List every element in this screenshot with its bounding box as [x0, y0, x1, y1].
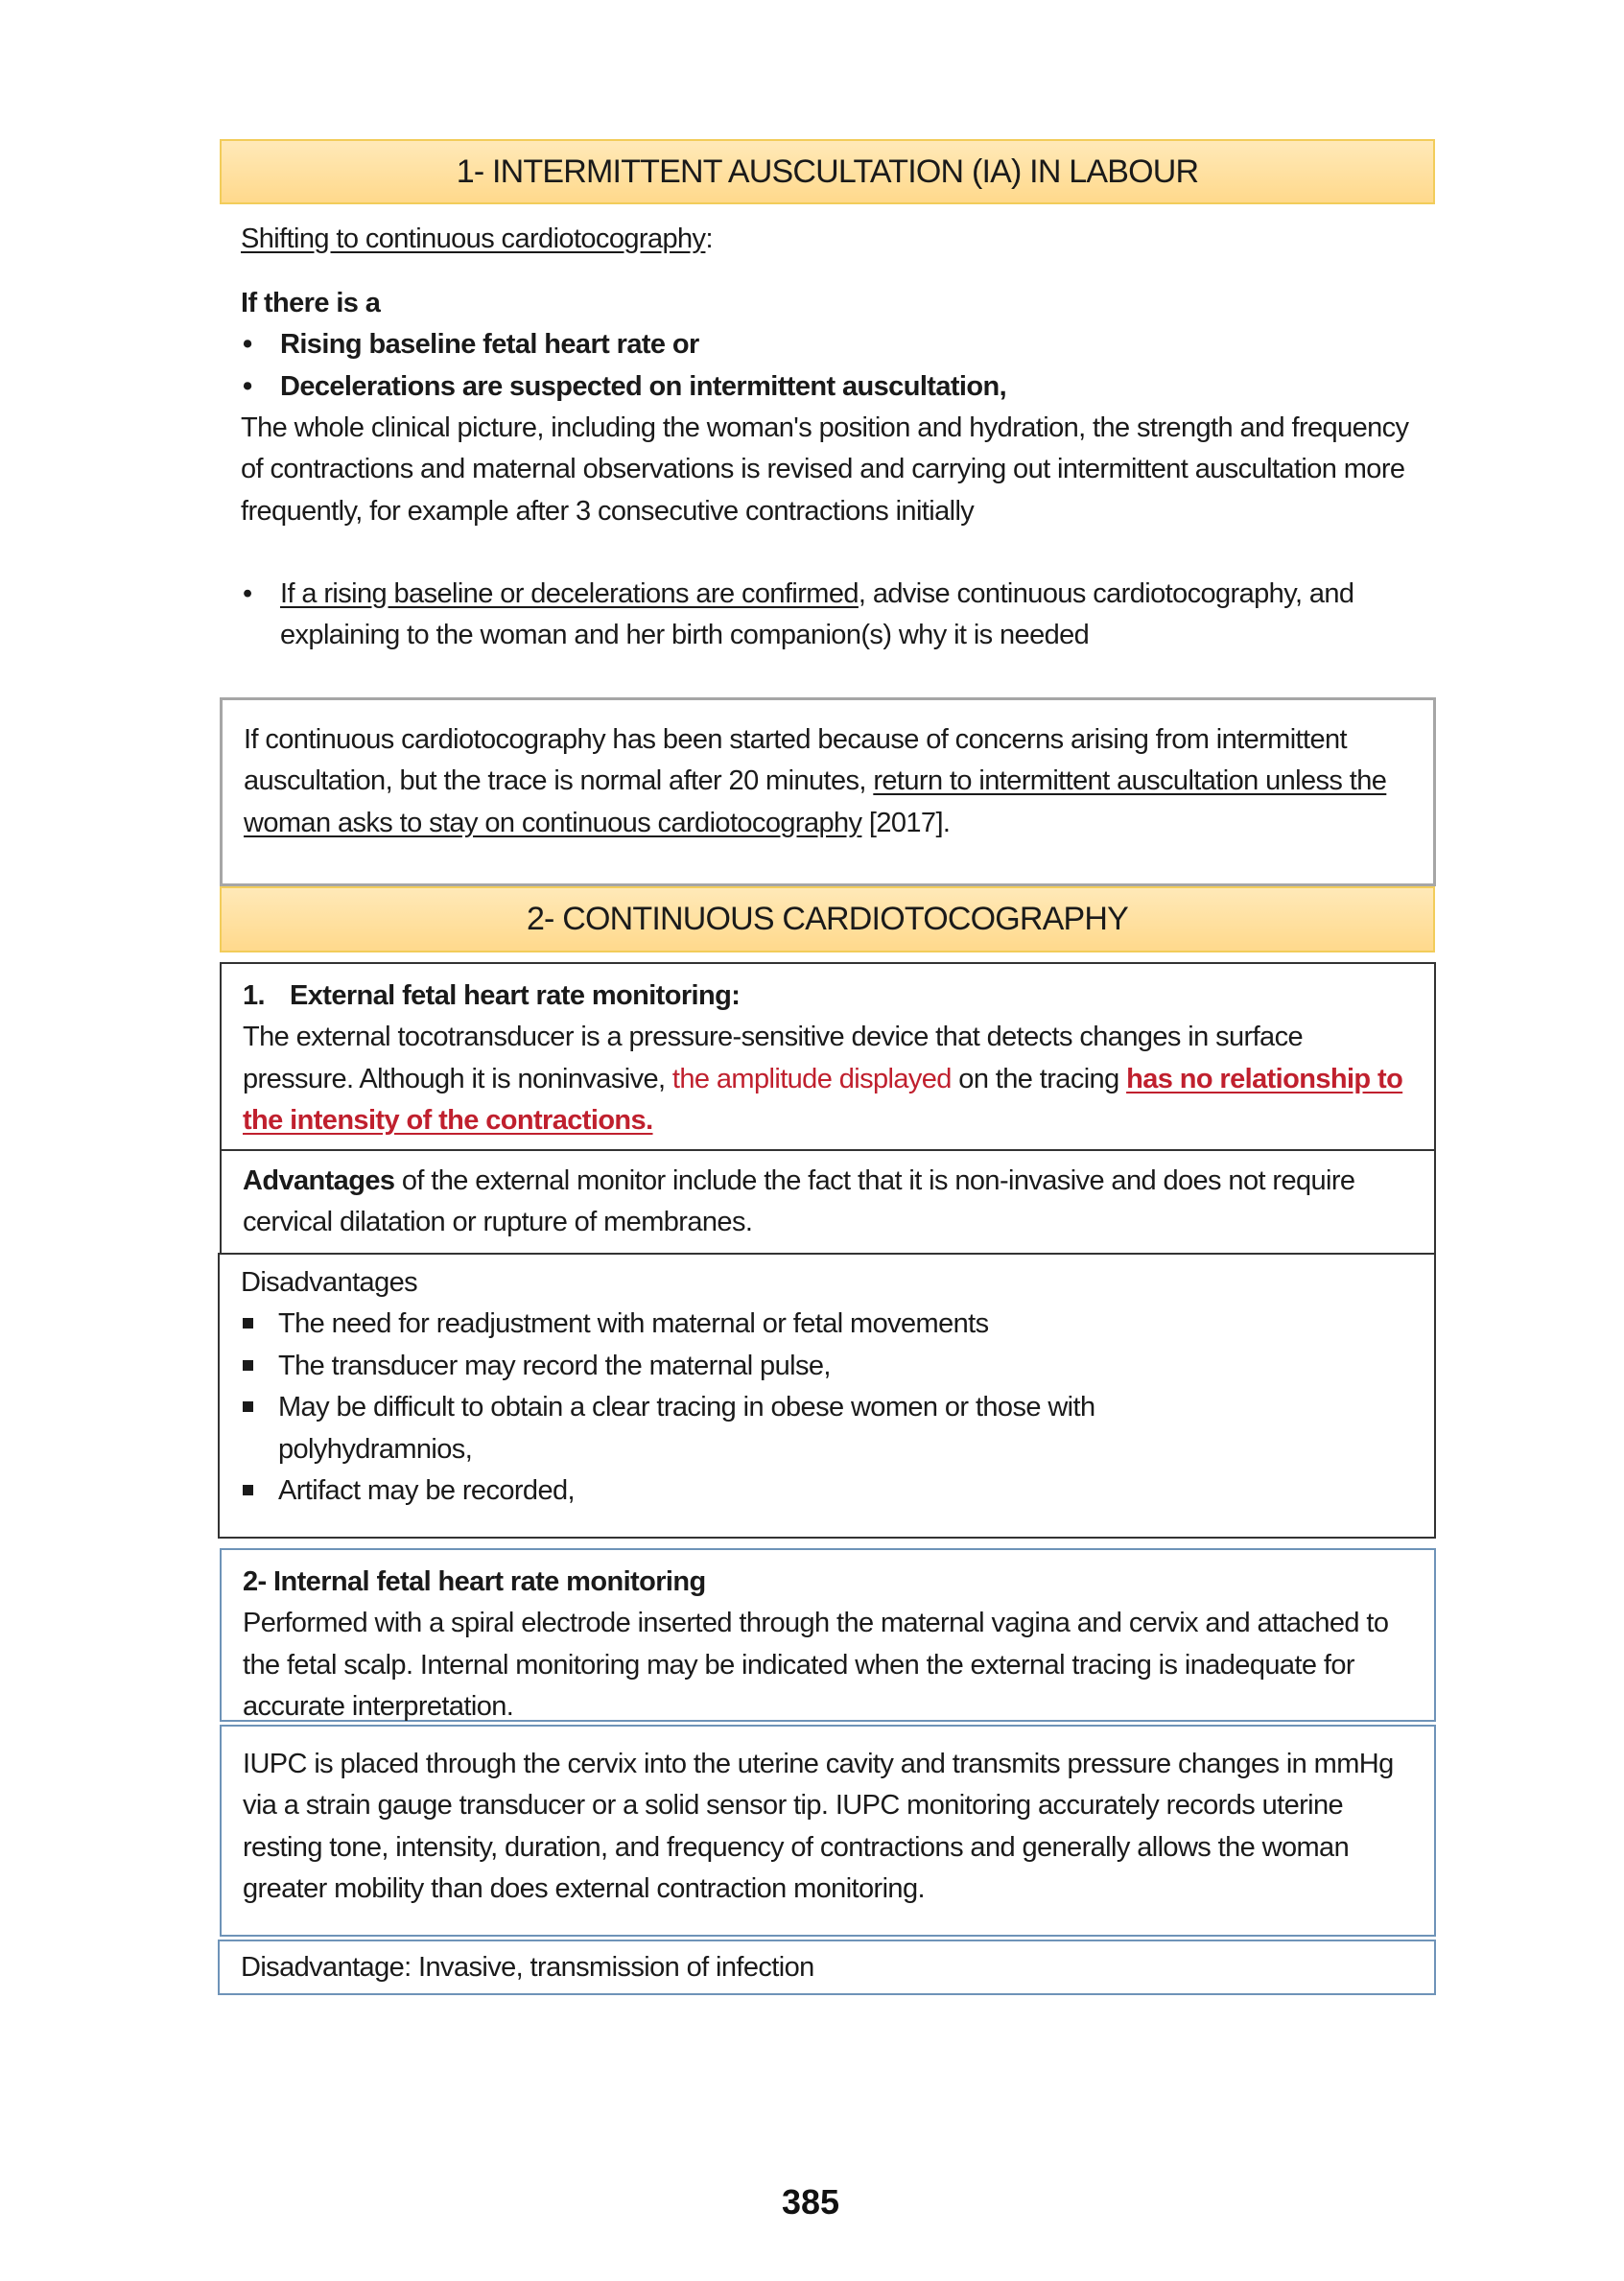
conditions-list: [241, 324, 1421, 408]
no-relationship-emphasis: has no relationship to the intensity of the contractions.: [243, 1063, 1403, 1137]
confirmed-bullet: [241, 574, 1421, 657]
external-monitoring-text: The external tocotransducer is a pressure-sensitive device that detects changes in surface pressure. Although it is noninvasive, the amplitude displayed on the tracing has no relationship to the intensity of the contractions.: [243, 1022, 1403, 1137]
condition-item: • Rising baseline fetal heart rate or: [241, 324, 1421, 365]
iupc-box: [220, 1725, 1436, 1937]
amplitude-emphasis: the amplitude displayed: [671, 1063, 952, 1094]
conditions-intro: If there is a: [241, 288, 381, 318]
disadvantage-item: The need for readjustment with maternal or fetal movements: [241, 1304, 1415, 1345]
advantages-text: of the external monitor include the fact that it is non-invasive and does not require cervical dilatation or rupture of membranes.: [243, 1165, 1355, 1238]
confirmed-bullet-rest: , advise continuous cardiotocography, and explaining to the woman and her birth companion(s) why it is needed: [280, 578, 1354, 651]
confirmed-bullet-underlined: If a rising baseline or decelerations are confirmed: [280, 578, 859, 609]
disadvantages-label: Disadvantages: [241, 1267, 418, 1298]
subheading-text: Shifting to continuous cardiotocography: [241, 223, 706, 254]
disadvantage-item: Artifact may be recorded,: [241, 1470, 1415, 1512]
external-monitoring-box: [220, 962, 1436, 1151]
advantages-label: Advantages: [243, 1165, 395, 1196]
condition-item: • Decelerations are suspected on intermittent auscultation,: [241, 366, 1421, 408]
note-underlined: return to intermittent auscultation unless the woman asks to stay on continuous cardiotocography: [244, 765, 1387, 838]
internal-monitoring-text: Performed with a spiral electrode inserted through the maternal vagina and cervix and attached to the fetal scalp. Internal monitoring may be indicated when the external tracing is inadequate for accurate interpretation.: [243, 1608, 1389, 1723]
confirmed-bullet-block: [241, 574, 1421, 657]
section-2-header: [220, 886, 1435, 952]
clinical-picture-paragraph: The whole clinical picture, including the woman's position and hydration, the strength and frequency of contractions and maternal observations is revised and carrying out intermittent auscultation more frequently, for example after 3 consecutive contractions initially: [241, 412, 1409, 527]
internal-monitoring-title: 2- Internal fetal heart rate monitoring: [243, 1566, 706, 1597]
section-2-title: 2- CONTINUOUS CARDIOTOCOGRAPHY: [526, 901, 1129, 937]
internal-monitoring-box: [220, 1548, 1436, 1722]
note-plain: If continuous cardiotocography has been started because of concerns arising from intermittent auscultation, but the trace is normal after 20 minutes,: [244, 724, 1347, 797]
subheading: Shifting to continuous cardiotocography:: [241, 223, 713, 254]
disadvantages-list: [241, 1304, 1415, 1512]
iupc-disadvantage-text: Disadvantage: Invasive, transmission of infection: [241, 1952, 814, 1983]
disadvantages-box: [218, 1253, 1436, 1539]
disadvantage-item: May be difficult to obtain a clear tracing in obese women or those with polyhydramnios,: [241, 1387, 1415, 1470]
external-monitoring-title: 1. External fetal heart rate monitoring:: [243, 980, 741, 1011]
disadvantage-item: The transducer may record the maternal pulse,: [241, 1346, 1415, 1387]
advantages-box: [220, 1149, 1436, 1255]
page-number: 385: [782, 2182, 840, 2222]
iupc-text: IUPC is placed through the cervix into the uterine cavity and transmits pressure changes in mmHg via a strain gauge transducer or a solid sensor tip. IUPC monitoring accurately records uterine resting tone, intensity, duration, and frequency of contractions and generally allows the woman greater mobility than does external contraction monitoring.: [243, 1749, 1394, 1905]
note-suffix: [2017].: [861, 807, 951, 838]
section-1-header: [220, 139, 1435, 204]
iupc-disadvantage-box: [218, 1940, 1436, 1995]
section-1-title: 1- INTERMITTENT AUSCULTATION (IA) IN LABOUR: [456, 153, 1199, 190]
return-to-ia-note-box: [220, 697, 1436, 886]
conditions-block: [241, 283, 1421, 408]
